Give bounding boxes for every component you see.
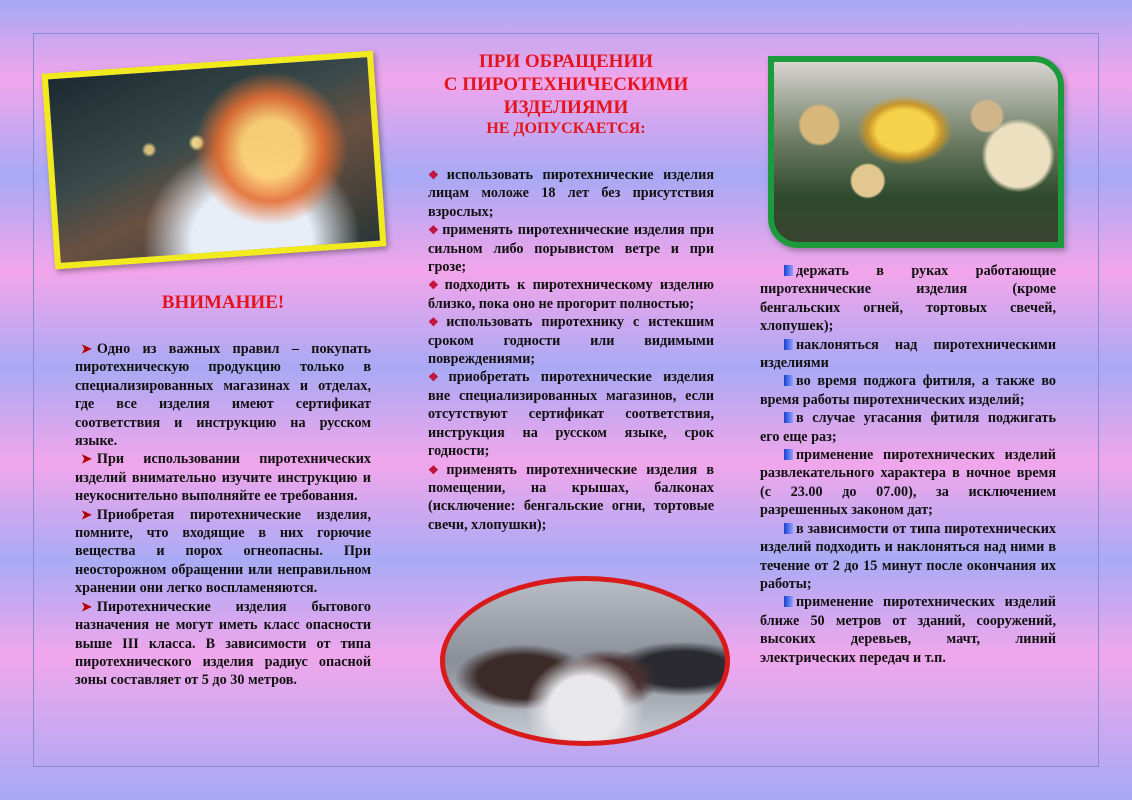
list-item: ❖ применять пиротехнические изделия в помещении, на крышах, балконах (исключение: бенгальские огни, тортовые свечи, хлопушки);	[428, 461, 714, 533]
candle-wreath-photo	[768, 56, 1064, 248]
heading-line: ПРИ ОБРАЩЕНИИ	[478, 51, 654, 72]
list-item: применение пиротехнических изделий развлекательного характера в ночное время (с 23.00 до 07.00), за исключением разрешенных законом дат;	[760, 447, 1056, 519]
teenagers-fireworks-photo	[440, 576, 730, 746]
diamond-bullet-icon: ❖	[428, 315, 445, 330]
square-bullet-icon	[784, 449, 793, 460]
main-heading	[428, 50, 704, 139]
list-item: ❖ приобретать пиротехнические изделия вне специализированных магазинов, если отсутствуют сертификат соответствия, инструкция на русском языке, срок годности;	[428, 369, 714, 460]
list-item: ➤ При использовании пиротехнических изделий внимательно изучите инструкцию и неукоснительно выполняйте ее требования.	[75, 451, 371, 505]
list-item: ❖ использовать пиротехнику с истекшим сроком годности или видимыми повреждениями;	[428, 314, 714, 368]
list-item: ❖ использовать пиротехнические изделия лицам моложе 18 лет без присутствия взрослых;	[428, 167, 714, 220]
list-item: ➤ Приобретая пиротехнические изделия, помните, что входящие в них горючие вещества и порох огнеопасны. При неосторожном обращении или неправильном хранении они легко воспламеняются.	[75, 506, 371, 597]
list-item: ❖ применять пиротехнические изделия при сильном либо порывистом ветре и при грозе;	[428, 222, 714, 276]
list-item: ➤ Одно из важных правил – покупать пиротехническую продукцию только в специализированных магазинах и отделах, где все изделия имеют сертификат соответствия и инструкцию на русском языке.	[75, 341, 371, 450]
square-bullet-icon	[784, 412, 793, 423]
list-item: в зависимости от типа пиротехнических изделий подходить и наклоняться над ними в течение от 2 до 15 минут после окончания их работы;	[760, 520, 1056, 592]
christmas-ornament-photo	[42, 51, 387, 270]
list-item: ➤ Пиротехнические изделия бытового назначения не могут иметь класс опасности выше III класса. В зависимости от типа пиротехнического изделия радиус опасной зоны составляет от 5 до 30 метров.	[75, 598, 371, 689]
diamond-bullet-icon: ❖	[428, 278, 443, 293]
list-item: держать в руках работающие пиротехнические изделия (кроме бенгальских огней, тортовых свечей, хлопушек);	[760, 263, 1056, 335]
diamond-bullet-icon: ❖	[428, 223, 441, 238]
right-column	[760, 262, 1056, 667]
square-bullet-icon	[784, 375, 793, 386]
square-bullet-icon	[784, 523, 793, 534]
list-item: применение пиротехнических изделий ближе 50 метров от зданий, сооружений, высоких деревьев, мачт, линий электрических передач и т.п.	[760, 594, 1056, 666]
heading-line: С ПИРОТЕХНИЧЕСКИМИ	[443, 74, 689, 95]
heading-line: ИЗДЕЛИЯМИ	[503, 97, 629, 118]
square-bullet-icon	[784, 339, 793, 350]
attention-title: ВНИМАНИЕ!	[161, 292, 285, 313]
diamond-bullet-icon: ❖	[428, 462, 445, 477]
left-column	[75, 340, 371, 690]
arrow-bullet-icon: ➤	[81, 598, 92, 614]
list-item: во время поджога фитиля, а также во время работы пиротехнических изделий;	[760, 373, 1056, 408]
list-item: наклоняться над пиротехническими изделиями	[760, 336, 1056, 372]
square-bullet-icon	[784, 596, 793, 607]
arrow-bullet-icon: ➤	[81, 341, 92, 356]
diamond-bullet-icon: ❖	[428, 168, 445, 182]
diamond-bullet-icon: ❖	[428, 370, 447, 385]
square-bullet-icon	[784, 265, 793, 276]
arrow-bullet-icon: ➤	[81, 451, 92, 467]
list-item: в случае угасания фитиля поджигать его еще раз;	[760, 410, 1056, 445]
list-item: ❖ подходить к пиротехническому изделию близко, пока оно не прогорит полностью;	[428, 277, 714, 312]
arrow-bullet-icon: ➤	[81, 506, 92, 522]
heading-subline: НЕ ДОПУСКАЕТСЯ:	[486, 120, 646, 137]
middle-column	[428, 166, 714, 534]
